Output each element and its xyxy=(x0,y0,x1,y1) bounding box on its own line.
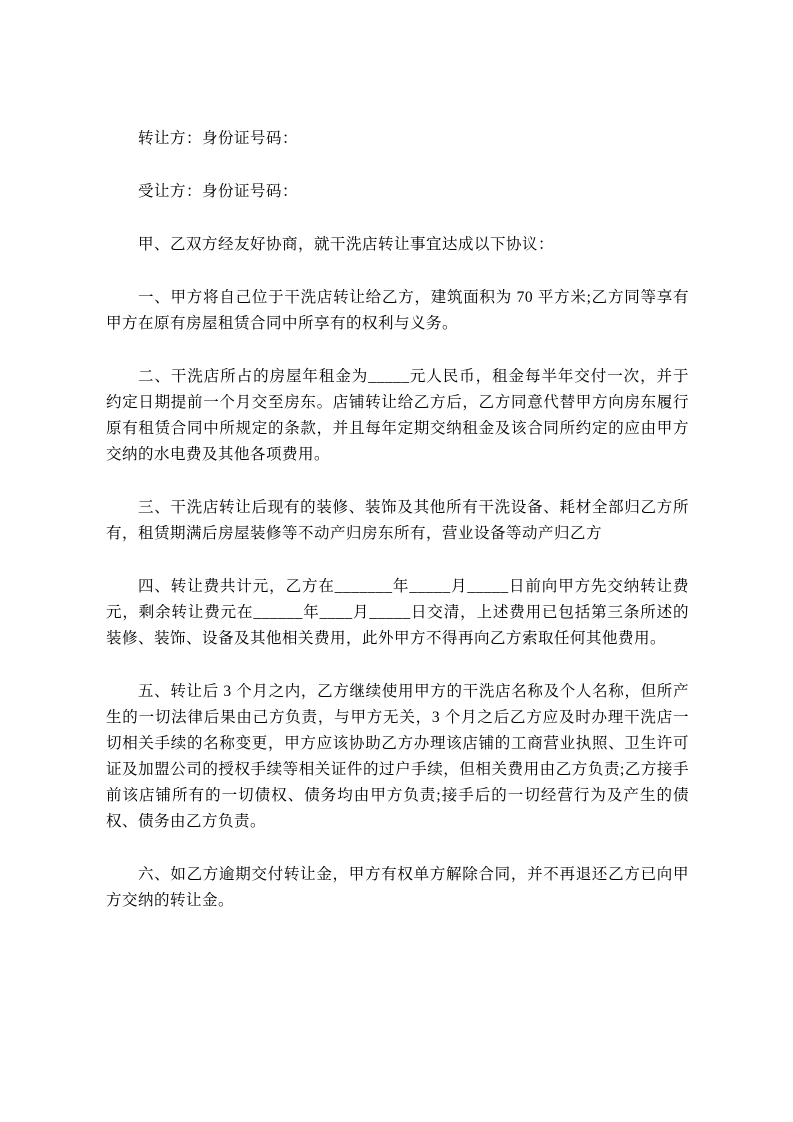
paragraph-clause-1: 一、甲方将自己位于干洗店转让给乙方，建筑面积为 70 平方米;乙方同等享有甲方在原有房屋租赁合同中所享有的权利与义务。 xyxy=(106,289,689,332)
paragraph-clause-4: 四、转让费共计元，乙方在_______年_____月_____日前向甲方先交纳转让费元，剩余转让费元在______年____月_____日交清，上述费用已包括第三条所述的装修、装饰、设备及其他相关费用，此外甲方不得再向乙方索取任何其他费用。 xyxy=(106,578,689,647)
paragraph-clause-2: 二、干洗店所占的房屋年租金为_____元人民币，租金每半年交付一次，并于约定日期提前一个月交至房东。店铺转让给乙方后，乙方同意代替甲方向房东履行原有租赁合同中所规定的条款，并且每年定期交纳租金及该合同所约定的应由甲方交纳的水电费及其他各项费用。 xyxy=(106,368,689,463)
paragraph-transferee-line: 受让方：身份证号码： xyxy=(138,183,299,200)
paragraph-clause-5: 五、转让后 3 个月之内，乙方继续使用甲方的干洗店名称及个人名称，但所产生的一切法律后果由己方负责，与甲方无关，3 个月之后乙方应及时办理干洗店一切相关手续的名称变更，甲方应该协助乙方办理该店铺的工商营业执照、卫生许可证及加盟公司的授权手续等相关证件的过户手续，但相关费用由乙方负责;乙方接手前该店铺所有的一切债权、债务均由甲方负责;接手后的一切经营行为及产生的债权、债务由乙方负责。 xyxy=(106,683,689,830)
document-body xyxy=(106,126,689,941)
paragraph-clause-3: 三、干洗店转让后现有的装修、装饰及其他所有干洗设备、耗材全部归乙方所有，租赁期满后房屋装修等不动产归房东所有，营业设备等动产归乙方 xyxy=(106,499,689,542)
paragraph-preamble: 甲、乙双方经友好协商，就干洗店转让事宜达成以下协议： xyxy=(138,236,555,253)
paragraph-clause-6: 六、如乙方逾期交付转让金，甲方有权单方解除合同，并不再退还乙方已向甲方交纳的转让金。 xyxy=(106,866,689,909)
paragraph-transferor-line: 转让方：身份证号码： xyxy=(138,130,299,147)
